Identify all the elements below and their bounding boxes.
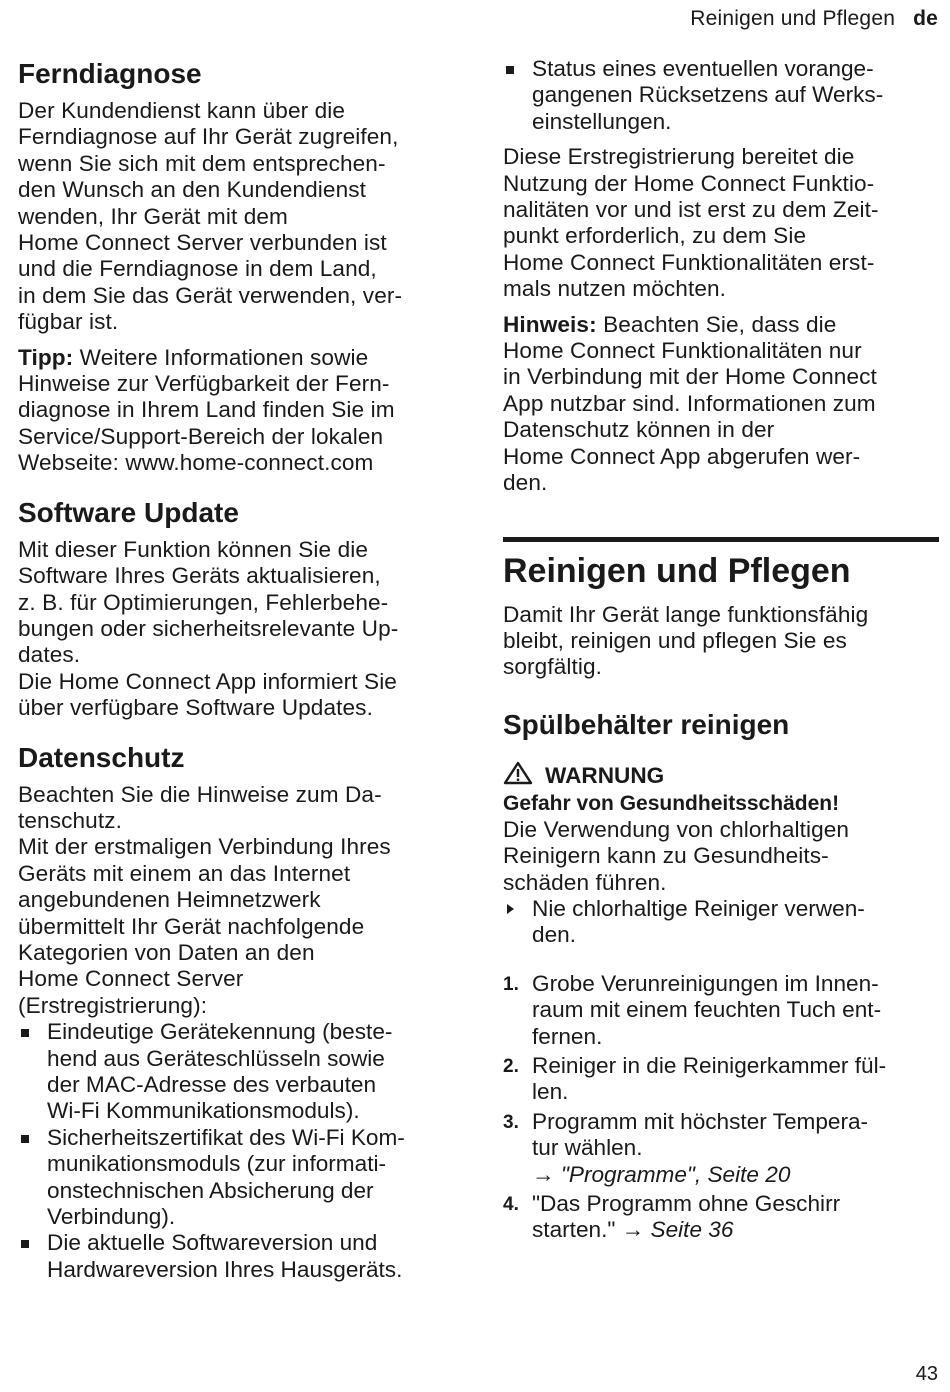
list-item: Eindeutige Gerätekennung (beste- hend aus Geräteschlüsseln sowie der MAC-Adresse des verbauten Wi-Fi Kommunikationsmoduls). (18, 1019, 458, 1125)
tip-text: Weitere Informationen sowie (73, 344, 369, 370)
text-line: Beachten Sie die Hinweise zum Da- (18, 781, 382, 807)
text-line: Der Kundendienst kann über die (18, 98, 346, 123)
text-line: Home Connect App abgerufen wer- (503, 443, 861, 469)
warning-box (503, 761, 939, 949)
tip-paragraph (18, 345, 458, 477)
text-line: wenn Sie sich mit dem entsprechen- (18, 150, 386, 176)
text-line: Home Connect Server verbunden ist (18, 230, 387, 256)
text-line: den Wunsch an den Kundendienst (18, 177, 367, 203)
warning-triangle-icon (503, 761, 533, 791)
text-line: Damit Ihr Gerät lange funktionsfähig (503, 601, 869, 627)
text-line: bungen oder sicherheitsrelevante Up- (18, 615, 399, 641)
hinweis-first-line (503, 312, 939, 338)
bullet-square-icon (21, 1135, 29, 1143)
text-line: Geräts mit einem an das Internet (18, 860, 351, 886)
heading-ferndiagnose: Ferndiagnose (18, 58, 202, 89)
hinweis-text: Beachten Sie, dass die (596, 311, 837, 337)
bullet-square-icon (506, 66, 514, 74)
text-line: Webseite: www.home-connect.com (18, 450, 374, 476)
text-line: Mit dieser Funktion können Sie die (18, 536, 369, 562)
hinweis-label: Hinweis: (503, 311, 597, 337)
heading-datenschutz: Datenschutz (18, 741, 185, 773)
heading-software-update: Software Update (18, 496, 239, 528)
text-line: Diese Erstregistrierung bereitet die (503, 144, 855, 170)
step-item: 1. Grobe Verunreinigungen im Innen- raum mit einem feuchten Tuch ent- fernen. (503, 970, 882, 1049)
text-line: über verfügbare Software Updates. (18, 695, 373, 721)
data-category-list (18, 1019, 458, 1283)
reinigen-paragraph (503, 602, 939, 681)
step-number: 1. (503, 973, 519, 995)
list-item: Sicherheitszertifikat des Wi-Fi Kom- munikationsmoduls (zur informati- onstechnischen Absicherung der Verbindung). (18, 1125, 458, 1231)
text-line: nalitäten vor und ist erst zu dem Zeit- (503, 197, 879, 223)
heading-reinigen-und-pflegen: Reinigen und Pflegen (503, 537, 939, 592)
text-line: Ferndiagnose auf Ihr Gerät zugreifen, (18, 124, 399, 150)
text-line: (Erstregistrierung): (18, 992, 208, 1018)
tip-label: Tipp: (18, 344, 74, 370)
step-number: 3. (503, 1111, 519, 1133)
page-header (690, 7, 938, 31)
action-arrow-icon (507, 904, 514, 914)
step-item: 4. "Das Programm ohne Geschirr starten." → Seite 36 (503, 1191, 841, 1243)
bullet-square-icon (21, 1240, 29, 1248)
text-line: Mit der erstmaligen Verbindung Ihres (18, 834, 391, 860)
warning-subtitle: Gefahr von Gesundheitsschäden! (503, 791, 840, 815)
left-column (18, 56, 458, 1283)
text-line: wenden, Ihr Gerät mit dem (18, 203, 288, 229)
text-line: mals nutzen möchten. (503, 276, 727, 302)
text-line: Software Ihres Geräts aktualisieren, (18, 563, 381, 589)
warning-header (503, 761, 939, 791)
right-column (503, 56, 939, 1247)
list-item: Die aktuelle Softwareversion und Hardwareversion Ihres Hausgeräts. (18, 1230, 458, 1283)
text-line: Home Connect Funktionalitäten erst- (503, 249, 875, 275)
text-line: diagnose in Ihrem Land finden Sie im (18, 397, 395, 423)
data-category-list-continued (503, 56, 939, 135)
page-reference-link[interactable]: Seite 36 (650, 1217, 734, 1243)
text-line: Die Verwendung von chlorhaltigen (503, 816, 850, 842)
text-line: in dem Sie das Gerät verwenden, ver- (18, 282, 403, 308)
step-item: 3. Programm mit höchster Tempera- tur wählen. → "Programme", Seite 20 (503, 1108, 869, 1187)
text-line: in Verbindung mit der Home Connect (503, 364, 877, 390)
text-line: den. (503, 470, 548, 496)
erstregistrierung-paragraph (503, 144, 939, 302)
step-number: 4. (503, 1194, 519, 1215)
text-line: und die Ferndiagnose in dem Land, (18, 256, 377, 282)
page-reference-link[interactable]: → "Programme", Seite 20 (532, 1161, 791, 1187)
bullet-square-icon (21, 1029, 29, 1037)
text-line: tenschutz. (18, 807, 122, 833)
text-line: Reinigern kann zu Gesundheits- (503, 843, 829, 869)
cleaning-steps (503, 971, 939, 1244)
text-line: übermittelt Ihr Gerät nachfolgende (18, 913, 365, 939)
text-line: schäden führen. (503, 869, 667, 895)
hinweis-paragraph (503, 312, 939, 497)
page-number: 43 (915, 1363, 938, 1385)
text-line: Kategorien von Daten an den (18, 939, 315, 965)
list-item: Status eines eventuellen vorange- gangenen Rücksetzens auf Werks- einstellungen. (503, 56, 939, 135)
text-line: App nutzbar sind. Informationen zum (503, 390, 876, 416)
text-line: angebundenen Heimnetzwerk (18, 887, 321, 913)
text-line: sorgfältig. (503, 654, 603, 680)
ferndiagnose-paragraph (18, 98, 458, 336)
header-language: de (913, 7, 938, 30)
text-line: Hinweise zur Verfügbarkeit der Fern- (18, 371, 390, 397)
heading-spuelbehaelter-reinigen: Spülbehälter reinigen (503, 708, 790, 740)
text-line: Nutzung der Home Connect Funktio- (503, 170, 875, 196)
text-line: fügbar ist. (18, 309, 119, 335)
datenschutz-paragraph (18, 782, 458, 1020)
step-item: 2. Reiniger in die Reinigerkammer fül- len. (503, 1052, 887, 1105)
software-paragraph (18, 537, 458, 722)
warning-action: Nie chlorhaltige Reiniger verwen- den. (503, 896, 939, 949)
warning-label: WARNUNG (545, 762, 665, 788)
text-line: punkt erforderlich, zu dem Sie (503, 223, 807, 249)
step-number: 2. (503, 1055, 519, 1077)
tip-first-line (18, 345, 458, 371)
text-line: Die Home Connect App informiert Sie (18, 668, 397, 694)
text-line: bleibt, reinigen und pflegen Sie es (503, 627, 847, 653)
text-line: Home Connect Funktionalitäten nur (503, 338, 862, 364)
text-line: z. B. für Optimierungen, Fehlerbehe- (18, 589, 389, 615)
text-line: Datenschutz können in der (503, 417, 775, 443)
header-section: Reinigen und Pflegen (690, 7, 896, 30)
text-line: dates. (18, 642, 81, 668)
text-line: Service/Support-Bereich der lokalen (18, 423, 384, 449)
text-line: Home Connect Server (18, 966, 244, 992)
